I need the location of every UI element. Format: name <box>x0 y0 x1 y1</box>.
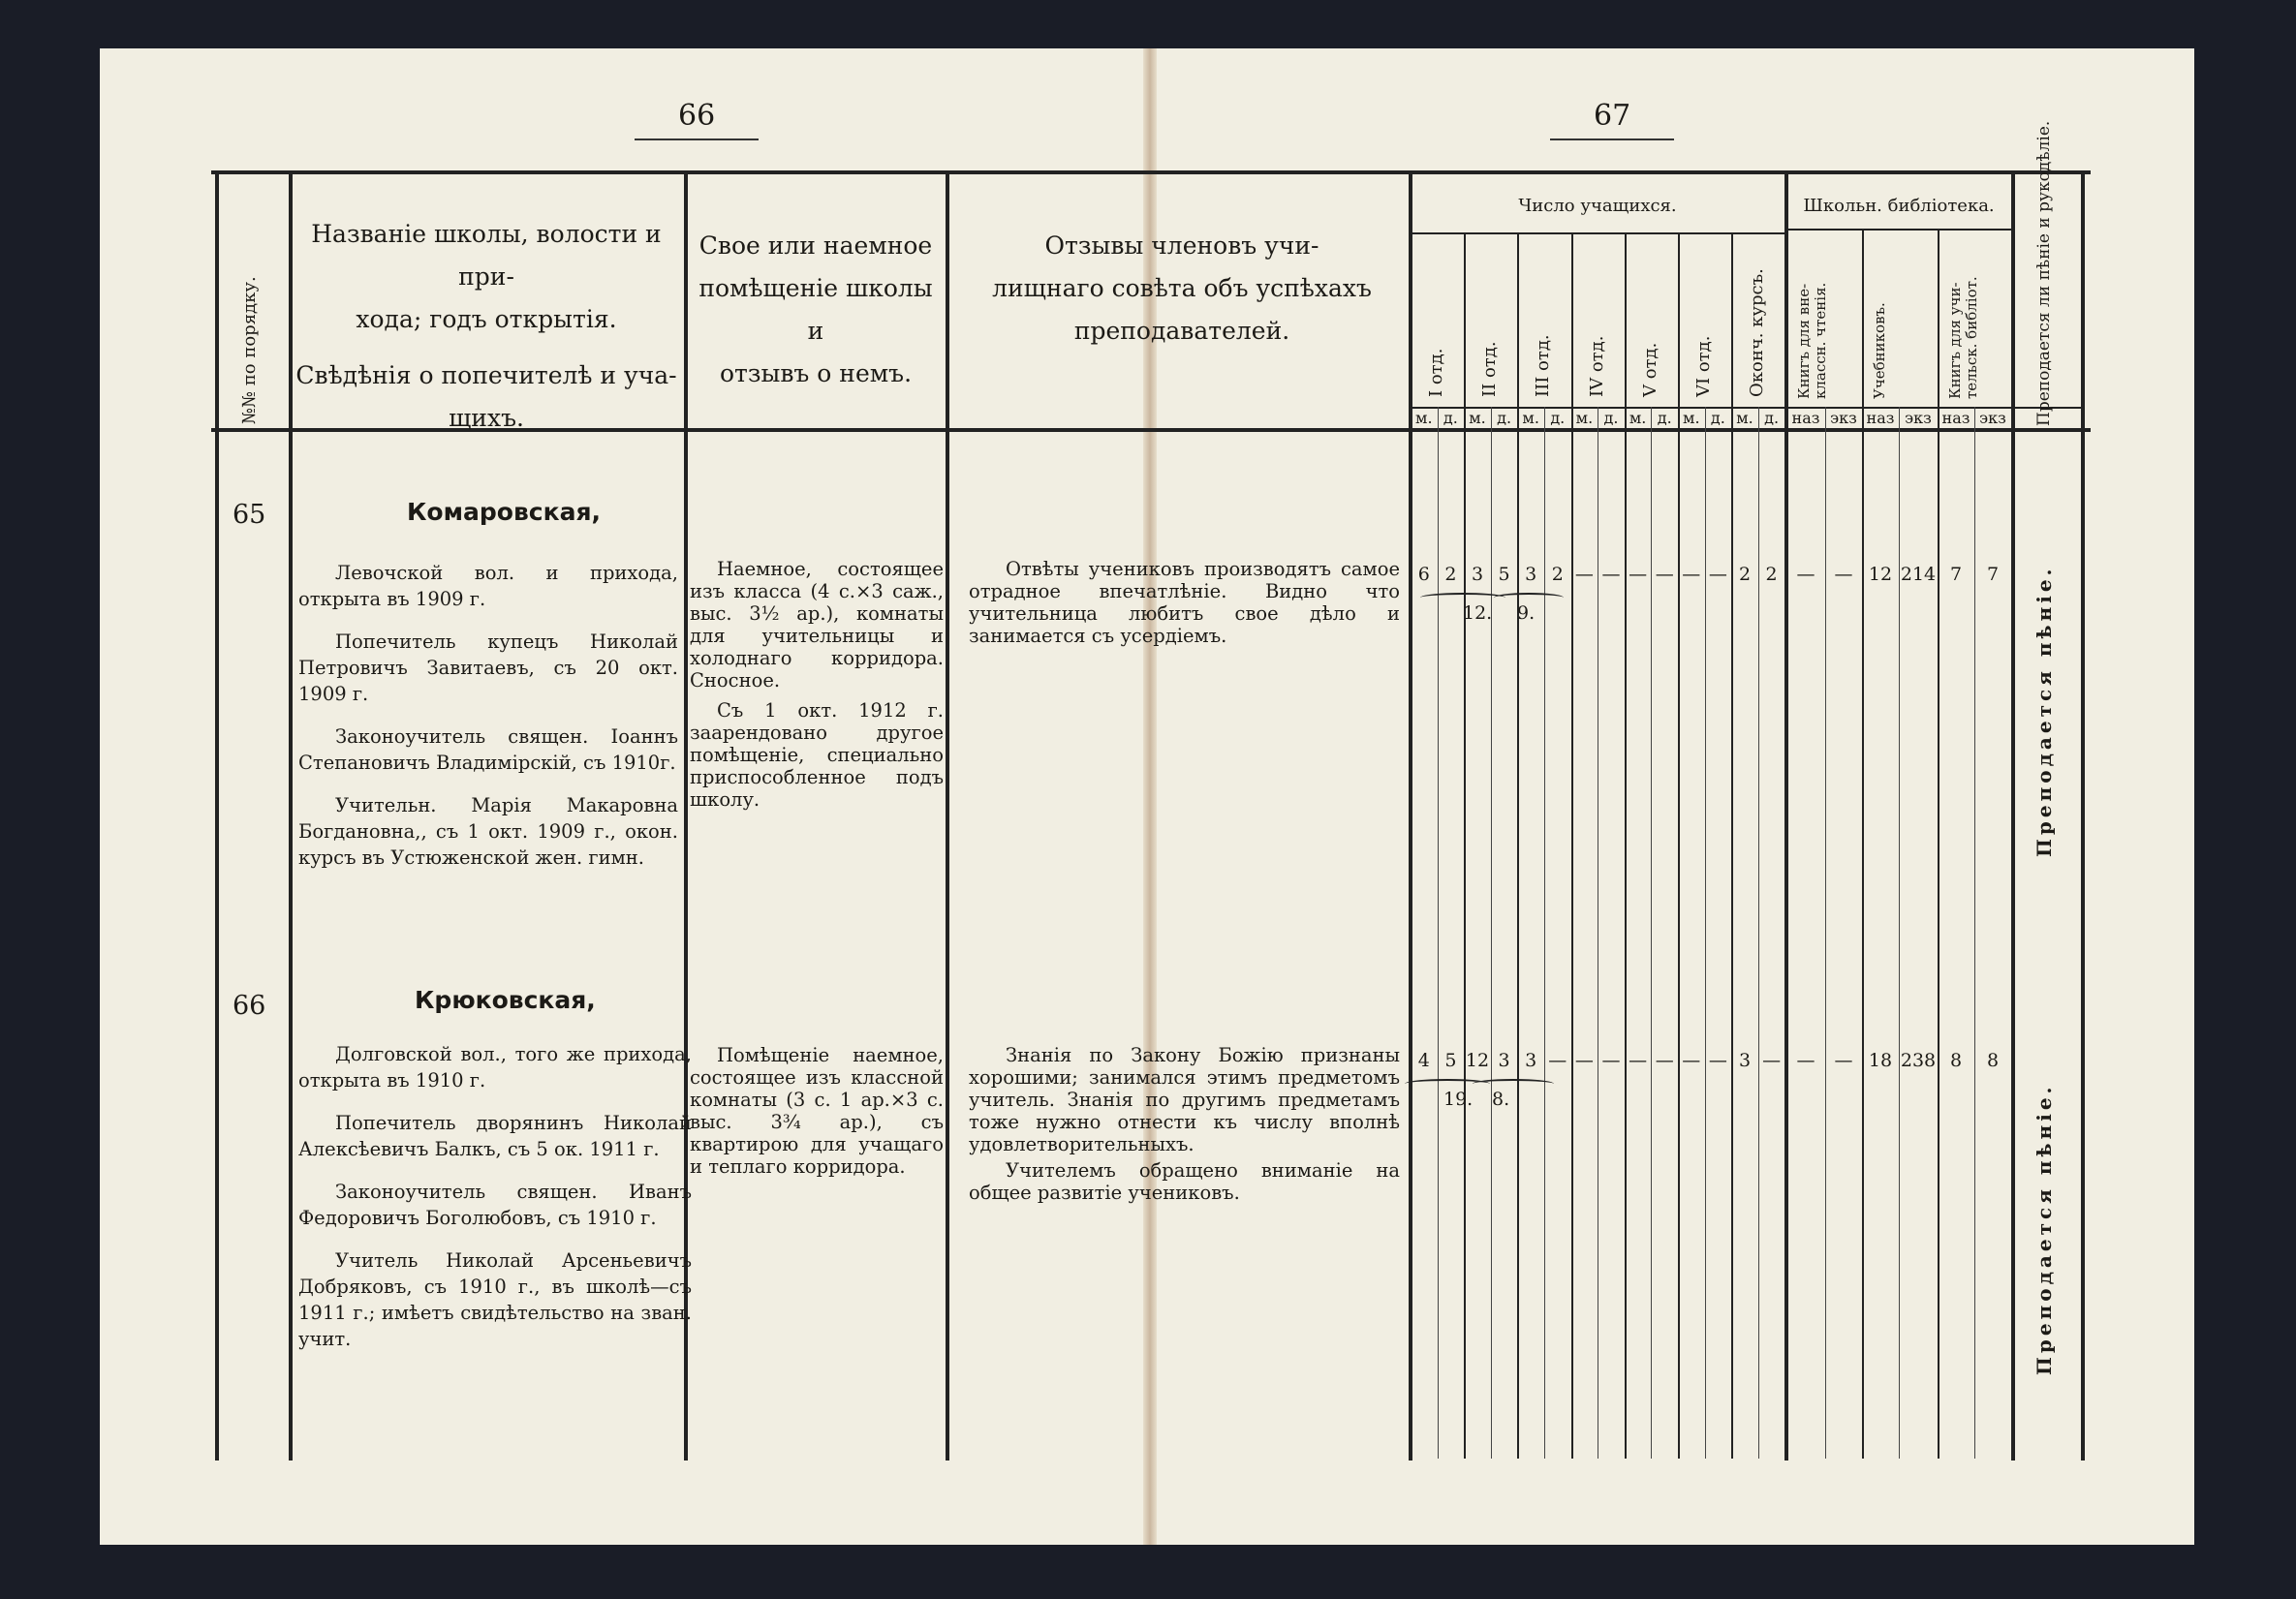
pupil-count: — <box>1629 1050 1648 1071</box>
library-col-label: Учебниковъ. <box>1871 302 1888 399</box>
sex-label: д. <box>1764 409 1780 427</box>
library-count: 12 <box>1868 564 1893 585</box>
pupil-count: — <box>1682 564 1701 585</box>
pupil-count: 6 <box>1417 564 1430 585</box>
library-sub-label: наз <box>1941 409 1970 427</box>
pupil-count: — <box>1601 1050 1621 1071</box>
grade-label: V отд. <box>1639 342 1660 397</box>
pupil-count: 2 <box>1551 564 1564 585</box>
library-count: 7 <box>1949 564 1963 585</box>
table-top-rule <box>211 170 2091 174</box>
sex-label: д. <box>1443 409 1458 427</box>
pupil-count: — <box>1574 1050 1594 1071</box>
header-pupils: Число учащихся. <box>1518 196 1677 216</box>
sex-label: д. <box>1497 409 1512 427</box>
entry-number: 66 <box>233 991 266 1021</box>
library-count: — <box>1796 564 1815 585</box>
header-library: Школьн. библіотека. <box>1803 196 1995 216</box>
pupil-count: 12 <box>1465 1050 1490 1071</box>
pupil-count: 5 <box>1444 1050 1457 1071</box>
library-count: — <box>1834 1050 1853 1071</box>
library-rule <box>1786 229 2011 231</box>
header-review: Отзывы членовъ учи- лищнаго совѣта объ успѣхахъ преподавателей. <box>992 231 1372 345</box>
header-number: №№ по порядку. <box>239 276 260 424</box>
col-line <box>1409 172 1412 1461</box>
col-line <box>946 172 949 1461</box>
library-count: — <box>1834 564 1853 585</box>
sex-label: м. <box>1522 409 1539 427</box>
pupil-count: — <box>1655 564 1674 585</box>
grade-label: VI отд. <box>1693 335 1714 397</box>
sex-label: д. <box>1603 409 1619 427</box>
pupil-count: — <box>1708 564 1727 585</box>
pupil-count: 2 <box>1444 564 1457 585</box>
total-boys: 19. <box>1443 1089 1474 1110</box>
library-count: 8 <box>1949 1050 1963 1071</box>
page-number-right: 67 <box>1594 99 1631 133</box>
pupil-count: 3 <box>1498 1050 1510 1071</box>
premises-text: Наемное, состоящее изъ класса (4 с.⨯3 саж., выс. 3½ ар.), комнаты для учительницы и холоднаго корридора. Сносное. Съ 1 окт. 1912 г. заарендовано другое помѣщеніе, специально приспособленное подъ школу. <box>690 558 944 811</box>
pupil-count: 3 <box>1525 564 1537 585</box>
sex-label: м. <box>1736 409 1753 427</box>
library-count: 238 <box>1900 1050 1937 1071</box>
col-line <box>2011 172 2015 1461</box>
sex-label: д. <box>1550 409 1566 427</box>
grade-label: III отд. <box>1533 334 1554 397</box>
sex-label: м. <box>1575 409 1594 427</box>
library-count: 7 <box>1986 564 2000 585</box>
school-details: Левочской вол. и прихода, открыта въ 1909 г. Попечитель купецъ Николай Петровичъ Завитаевъ, съ 20 окт. 1909 г. Законоучитель священ. Іоаннъ Степановичъ Владимірскій, съ 1910г. Учительн. Марія Макаровна Богдановна,, съ 1 окт. 1909 г., окон. курсъ въ Устюженской жен. гимн. <box>298 562 678 869</box>
col-line <box>215 172 219 1461</box>
grade-label: IV отд. <box>1586 335 1607 397</box>
pupil-count: — <box>1762 1050 1782 1071</box>
sex-label: м. <box>1415 409 1433 427</box>
singing-note: Преподается пѣніе. <box>2032 565 2056 857</box>
col-line <box>2081 172 2085 1461</box>
brace <box>1420 593 1505 602</box>
library-sub-label: экз <box>1905 409 1932 427</box>
pupil-count: — <box>1601 564 1621 585</box>
pupil-count: 2 <box>1738 564 1752 585</box>
pupil-count: — <box>1682 1050 1701 1071</box>
pupil-count: — <box>1574 564 1594 585</box>
singing-note: Преподается пѣніе. <box>2032 1083 2056 1375</box>
review-text: Знанія по Закону Божію признаны хорошими; занимался этимъ предметомъ учитель. Знанія по другимъ предметамъ тоже нужно отнести къ числу вполнѣ удовлетворительныхъ. Учителемъ обращено вниманіе на общее развитіе учениковъ. <box>969 1044 1400 1204</box>
pupil-count: — <box>1629 564 1648 585</box>
grade-label: Оконч. курсъ. <box>1747 268 1768 397</box>
pupil-count: 4 <box>1417 1050 1430 1071</box>
sex-label: м. <box>1629 409 1647 427</box>
library-sub-label: экз <box>1830 409 1857 427</box>
library-count: 18 <box>1868 1050 1893 1071</box>
pupil-count: 3 <box>1738 1050 1752 1071</box>
pupil-count: 2 <box>1765 564 1778 585</box>
library-sub-label: наз <box>1866 409 1895 427</box>
pupil-count: 5 <box>1498 564 1510 585</box>
library-count: — <box>1796 1050 1815 1071</box>
total-boys: 12. <box>1463 602 1493 624</box>
premises-text: Помѣщеніе наемное, состоящее изъ классной комнаты (3 с. 1 ар.⨯3 с. выс. 3¾ ар.), съ квартирою для учащаго и теплаго корридора. <box>690 1044 944 1178</box>
header-singing: Преподается ли пѣніе и рукодѣліе. <box>2034 120 2054 426</box>
sex-label: м. <box>1469 409 1486 427</box>
library-sub-label: экз <box>1979 409 2006 427</box>
page-number-left: 66 <box>678 99 716 133</box>
pupil-count: — <box>1708 1050 1727 1071</box>
sex-label: м. <box>1683 409 1700 427</box>
review-text: Отвѣты учениковъ производятъ самое отрадное впечатлѣніе. Видно что учительница любитъ свое дѣло и занимается съ усердіемъ. <box>969 558 1400 647</box>
library-col-label: Книгъ для учи-тельск. библіот. <box>1946 276 1980 399</box>
grade-label: I отд. <box>1426 348 1446 397</box>
sex-label: д. <box>1710 409 1725 427</box>
school-name: Комаровская, <box>407 498 602 526</box>
pupil-count: 3 <box>1471 564 1484 585</box>
pupils-rule <box>1411 232 1784 234</box>
pupil-count: — <box>1548 1050 1567 1071</box>
sex-label: д. <box>1657 409 1672 427</box>
library-count: 214 <box>1900 564 1937 585</box>
header-premises: Свое или наемное помѣщеніе школы и отзывъ о немъ. <box>698 231 933 387</box>
total-girls: 9. <box>1517 602 1536 624</box>
pupil-count: 3 <box>1525 1050 1537 1071</box>
col-line <box>1784 172 1788 1461</box>
school-name: Крюковская, <box>415 986 596 1014</box>
total-girls: 8. <box>1492 1089 1510 1110</box>
library-col-label: Книгъ для вне-классн. чтенія. <box>1795 282 1829 399</box>
library-sub-label: наз <box>1791 409 1820 427</box>
library-count: 8 <box>1986 1050 2000 1071</box>
school-details: Долговской вол., того же прихода, открыта въ 1910 г. Попечитель дворянинъ Николай Алексѣевичъ Балкъ, съ 5 ок. 1911 г. Законоучитель священ. Иванъ Федоровичъ Боголюбовъ, съ 1910 г. Учитель Николай Арсеньевичъ Добряковъ, съ 1910 г., въ школѣ—съ 1911 г.; имѣетъ свидѣтельство на зван. учит. <box>298 1043 692 1350</box>
brace <box>1473 1079 1554 1089</box>
header-school: Названіе школы, волости и при- хода; годъ открытія. Свѣдѣнія о попечителѣ и уча- щихъ. <box>295 220 677 432</box>
grade-label: II отд. <box>1479 341 1501 397</box>
pupil-count: — <box>1655 1050 1674 1071</box>
brace <box>1494 593 1564 602</box>
entry-number: 65 <box>233 500 266 530</box>
